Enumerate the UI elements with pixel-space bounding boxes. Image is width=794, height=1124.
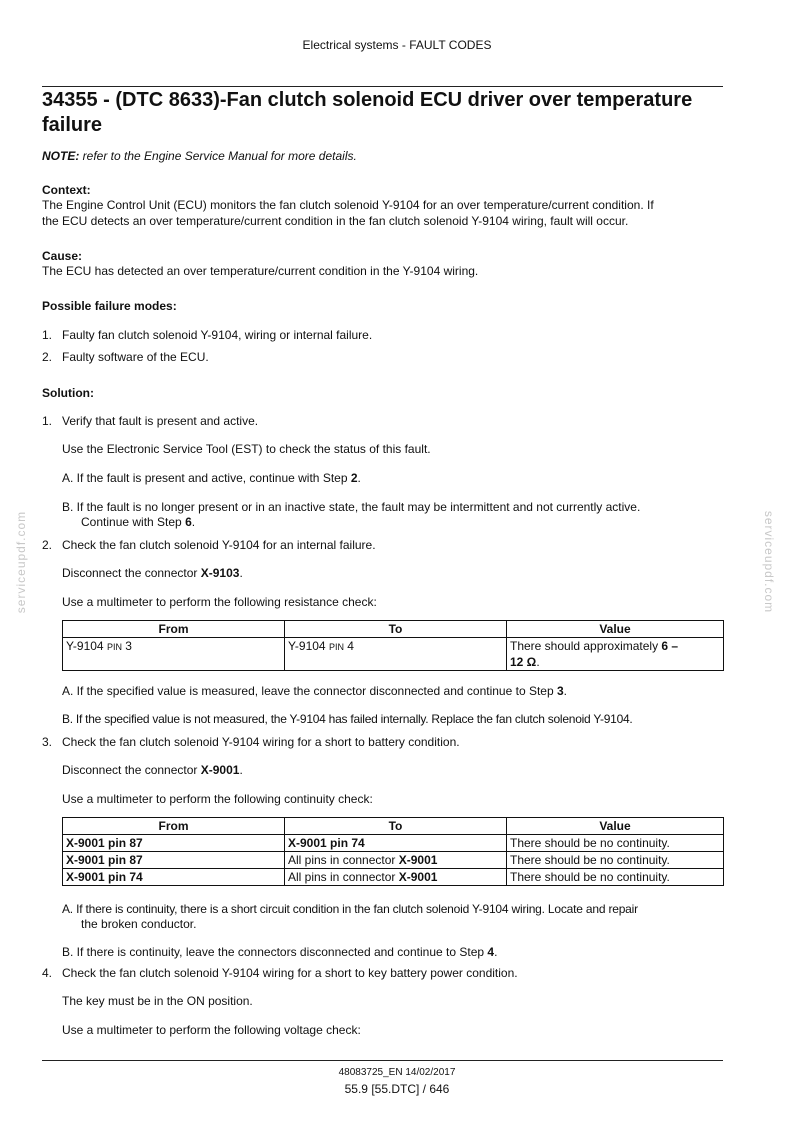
cell-value: There should approximately 6 – 12 Ω. [507, 638, 724, 671]
step-3-option-a-line-2: the broken conductor. [81, 917, 197, 931]
step-1-instruction: Use the Electronic Service Tool (EST) to check the status of this fault. [62, 442, 431, 456]
footer-rule [42, 1060, 723, 1061]
column-header-to: To [285, 818, 507, 835]
header-rule [42, 86, 723, 87]
step-1: 1. Verify that fault is present and active. [42, 414, 259, 428]
cell-value: There should be no continuity. [507, 869, 724, 886]
table-row [63, 869, 724, 886]
cell-to: Y-9104 PIN 4 [285, 638, 507, 671]
cell-from: X-9001 pin 87 [63, 835, 285, 852]
step-3-disconnect: Disconnect the connector X-9001. [62, 763, 243, 777]
context-line-1: The Engine Control Unit (ECU) monitors the fan clutch solenoid Y-9104 for an over temperature/current condition. If [42, 198, 654, 212]
step-1-option-b-line-2: Continue with Step 6. [81, 515, 196, 529]
step-1-option-b-line-1: B. If the fault is no longer present or in an inactive state, the fault may be intermittent and not currently active. [62, 500, 641, 514]
column-header-value: Value [507, 621, 724, 638]
table-row [63, 852, 724, 869]
step-4: 4. Check the fan clutch solenoid Y-9104 wiring for a short to key battery power condition. [42, 966, 518, 980]
step-3-option-a-line-1: A. If there is continuity, there is a short circuit condition in the fan clutch solenoid Y-9104 wiring. Locate and repair [62, 902, 638, 916]
cause-heading: Cause: [42, 249, 83, 263]
running-header: Electrical systems - FAULT CODES [302, 38, 492, 52]
footer-page-number: 55.9 [55.DTC] / 646 [344, 1082, 450, 1096]
solution-heading: Solution: [42, 386, 94, 400]
step-2-option-a: A. If the specified value is measured, leave the connector disconnected and continue to Step 3. [62, 684, 568, 698]
resistance-check-table [62, 620, 724, 671]
column-header-from: From [63, 621, 285, 638]
note-text: refer to the Engine Service Manual for more details. [79, 149, 357, 163]
cell-from: X-9001 pin 74 [63, 869, 285, 886]
cell-from: X-9001 pin 87 [63, 852, 285, 869]
watermark-left: serviceupdf.com [14, 510, 29, 614]
table-header-row [63, 621, 724, 638]
failure-mode-item: 2. Faulty software of the ECU. [42, 350, 209, 364]
step-2-disconnect: Disconnect the connector X-9103. [62, 566, 243, 580]
step-2: 2. Check the fan clutch solenoid Y-9104 for an internal failure. [42, 538, 376, 552]
step-3-option-b: B. If there is continuity, leave the connectors disconnected and continue to Step 4. [62, 945, 498, 959]
cell-to: X-9001 pin 74 [285, 835, 507, 852]
continuity-check-table [62, 817, 724, 886]
page-title: 34355 - (DTC 8633)-Fan clutch solenoid ECU driver over temperature failure [42, 89, 693, 136]
step-4-check: Use a multimeter to perform the following voltage check: [62, 1023, 361, 1037]
cell-to: All pins in connector X-9001 [285, 869, 507, 886]
step-3: 3. Check the fan clutch solenoid Y-9104 wiring for a short to battery condition. [42, 735, 460, 749]
step-4-key-note: The key must be in the ON position. [62, 994, 253, 1008]
column-header-from: From [63, 818, 285, 835]
cause-text: The ECU has detected an over temperature/current condition in the Y-9104 wiring. [42, 264, 479, 278]
cell-from: Y-9104 PIN 3 [63, 638, 285, 671]
step-2-check: Use a multimeter to perform the following resistance check: [62, 595, 377, 609]
footer-doc-id: 48083725_EN 14/02/2017 [338, 1067, 456, 1078]
cell-value: There should be no continuity. [507, 852, 724, 869]
step-3-check: Use a multimeter to perform the following continuity check: [62, 792, 373, 806]
context-heading: Context: [42, 183, 91, 197]
failure-modes-heading: Possible failure modes: [42, 299, 177, 313]
column-header-to: To [285, 621, 507, 638]
note [42, 148, 357, 164]
table-row [63, 835, 724, 852]
table-row [63, 638, 724, 671]
step-1-option-a: A. If the fault is present and active, continue with Step 2. [62, 471, 361, 485]
note-label: NOTE: [42, 149, 80, 163]
cell-to: All pins in connector X-9001 [285, 852, 507, 869]
cell-value: There should be no continuity. [507, 835, 724, 852]
watermark-right: serviceupdf.com [762, 510, 777, 614]
context-line-2: the ECU detects an over temperature/current condition in the fan clutch solenoid Y-9104 wiring, fault will occur. [42, 214, 629, 228]
step-2-option-b: B. If the specified value is not measured, the Y-9104 has failed internally. Replace the fan clutch solenoid Y-9104. [62, 712, 633, 726]
column-header-value: Value [507, 818, 724, 835]
table-header-row [63, 818, 724, 835]
failure-mode-item: 1. Faulty fan clutch solenoid Y-9104, wiring or internal failure. [42, 328, 373, 342]
